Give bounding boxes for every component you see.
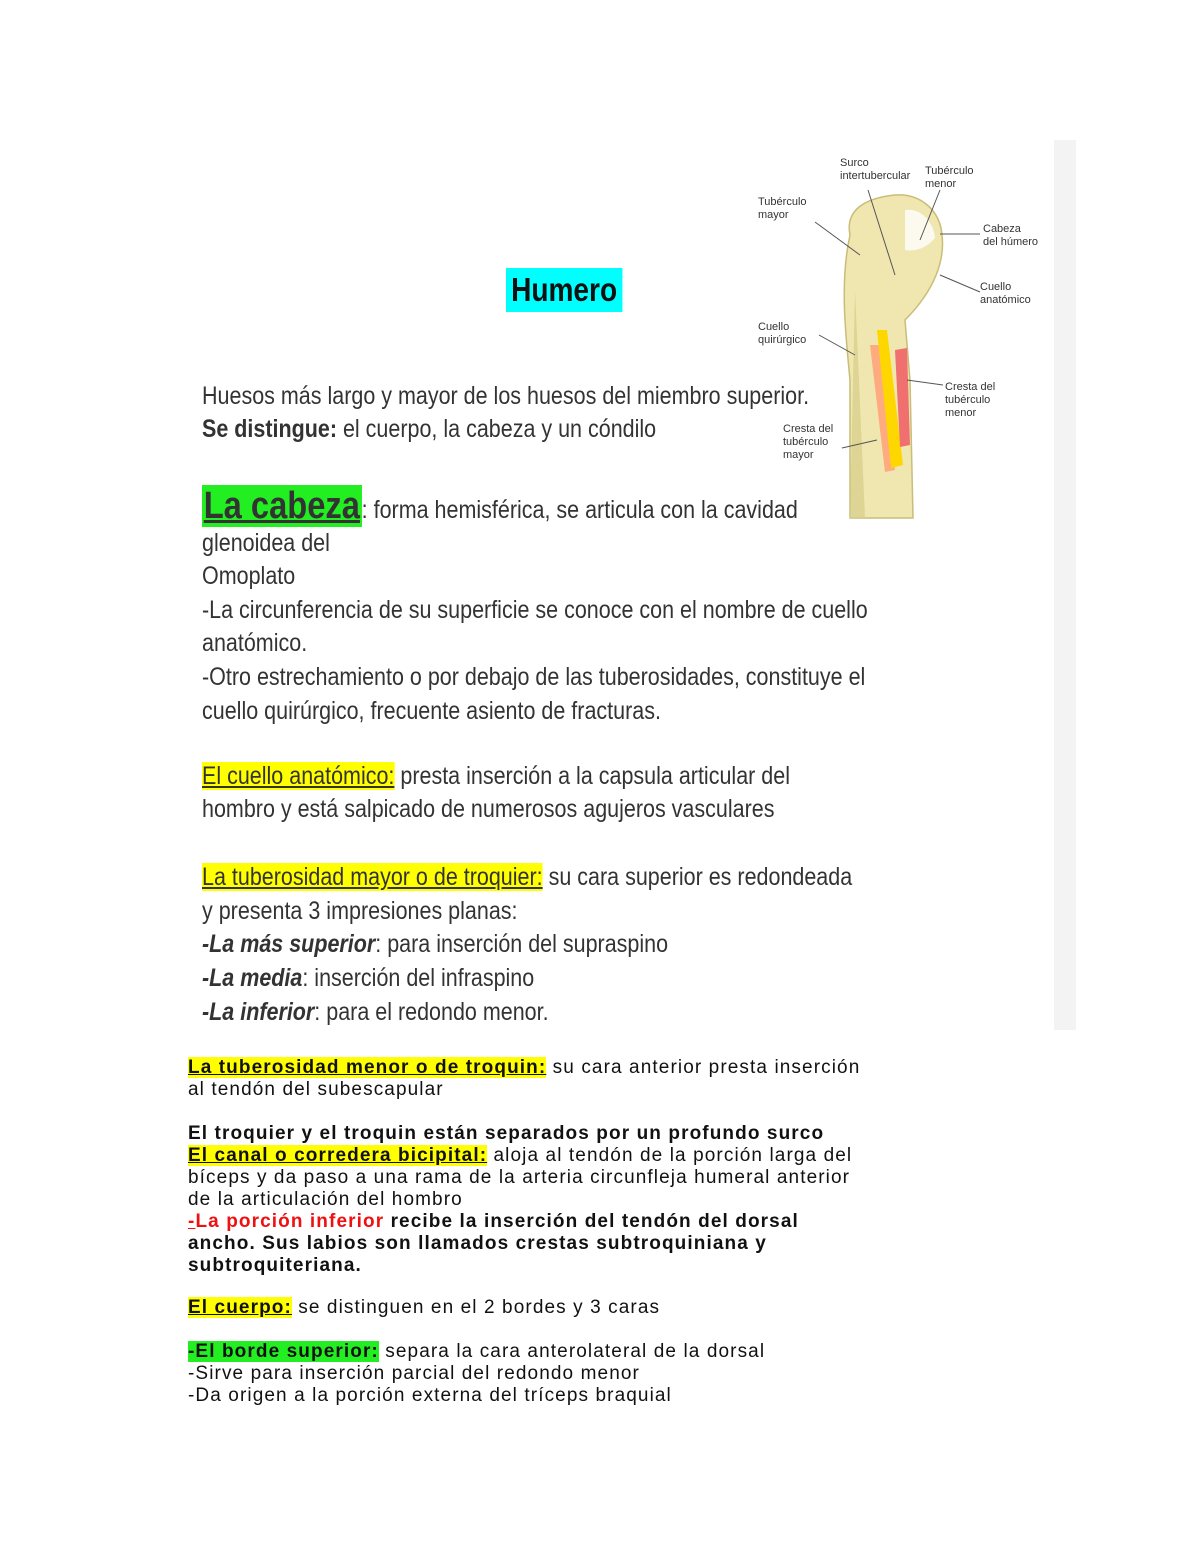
label-crest-minor (945, 381, 995, 419)
label-surco-1: Surco (840, 157, 869, 169)
canal-text-1: aloja al tendón de la porción larga del (487, 1145, 853, 1166)
canal-label: El canal o corredera bicipital: (188, 1145, 488, 1166)
label-surco-2: intertubercular (840, 170, 911, 182)
canal-red-label: La porción inferior (195, 1211, 385, 1232)
cabeza-line-3: Omoplato (202, 562, 296, 590)
tub-menor-line-1 (188, 1057, 860, 1079)
cabeza-line-6: -Otro estrechamiento o por debajo de las tuberosidades, constituye el (202, 663, 866, 691)
canal-dash: - (188, 1211, 196, 1232)
borde-text-1: separa la cara anterolateral de la dorsal (378, 1341, 766, 1362)
page-side-strip (1054, 140, 1076, 1030)
cuello-line-2: hombro y está salpicado de numerosos agujeros vasculares (202, 795, 775, 823)
intro-bold: Se distingue: (202, 415, 337, 443)
label-tubercle-minor (925, 165, 974, 190)
cabeza-colon: : (361, 496, 368, 524)
label-tubercle-minor-2: menor (925, 178, 957, 190)
label-tubercle-major (758, 196, 807, 221)
label-crest-major-3: mayor (783, 449, 814, 461)
cuerpo-label: El cuerpo: (188, 1297, 292, 1318)
tub-mayor-line-2: y presenta 3 impresiones planas: (202, 897, 518, 925)
page-title: Humero (506, 268, 622, 312)
tub-menor-label: La tuberosidad menor o de troquin: (188, 1057, 547, 1078)
label-tubercle-major-1: Tubérculo (758, 196, 807, 208)
humerus-diagram (755, 150, 1055, 520)
tub-mayor-item-2 (202, 962, 534, 995)
tub-mayor-item-2-text: : inserción del infraspino (302, 964, 535, 992)
tub-mayor-line-1 (202, 861, 852, 894)
cabeza-line-5: anatómico. (202, 629, 308, 657)
intro-rest: el cuerpo, la cabeza y un cóndilo (336, 415, 657, 443)
intro-line-1: Huesos más largo y mayor de los huesos del miembro superior. (202, 382, 810, 410)
cuello-text-1: presta inserción a la capsula articular del (394, 762, 790, 790)
tub-mayor-item-3-label: -La inferior (202, 998, 315, 1026)
canal-line-6: subtroquiteriana. (188, 1255, 362, 1276)
cuello-line-1 (202, 760, 790, 793)
label-head-2: del húmero (983, 236, 1039, 248)
tub-mayor-item-1 (202, 928, 668, 961)
tub-mayor-label: La tuberosidad mayor o de troquier: (202, 863, 543, 891)
intro-line-2 (202, 413, 656, 446)
label-crest-major-2: tubérculo (783, 436, 829, 448)
tub-mayor-text-1: su cara superior es redondeada (542, 863, 853, 891)
canal-line-4 (188, 1211, 799, 1233)
label-crest-minor-2: tubérculo (945, 394, 991, 406)
cabeza-line-4: -La circunferencia de su superficie se conoce con el nombre de cuello (202, 596, 868, 624)
label-anatomical-neck (980, 281, 1031, 306)
cabeza-line-1 (202, 484, 798, 532)
label-head-1: Cabeza (983, 223, 1021, 235)
tub-mayor-item-2-label: -La media (202, 964, 303, 992)
label-surgical-neck-2: quirúrgico (758, 334, 807, 346)
borde-line-3: -Da origen a la porción externa del tríceps braquial (188, 1385, 672, 1406)
tub-mayor-item-1-text: : para inserción del supraspino (375, 930, 669, 958)
tub-menor-text-1: su cara anterior presta inserción (546, 1057, 861, 1078)
canal-heading: El troquier y el troquin están separados por un profundo surco (188, 1123, 825, 1144)
cabeza-text-1: forma hemisférica, se articula con la cavidad (367, 496, 798, 524)
canal-bold-1: recibe la inserción del tendón del dorsal (384, 1211, 799, 1232)
label-surgical-neck-1: Cuello (758, 321, 790, 333)
label-tubercle-major-2: mayor (758, 209, 789, 221)
cabeza-label: La cabeza (203, 485, 360, 527)
canal-line-3: de la articulación del hombro (188, 1189, 463, 1210)
label-crest-major (783, 423, 833, 461)
tub-mayor-item-1-label: -La más superior (202, 930, 376, 958)
label-tubercle-minor-1: Tubérculo (925, 165, 974, 177)
label-head (983, 223, 1038, 248)
label-crest-minor-3: menor (945, 407, 977, 419)
cuello-label: El cuello anatómico: (202, 762, 395, 790)
cabeza-line-7: cuello quirúrgico, frecuente asiento de fracturas. (202, 697, 661, 725)
label-anatomical-neck-2: anatómico (980, 294, 1031, 306)
borde-line-2: -Sirve para inserción parcial del redondo menor (188, 1363, 640, 1384)
label-surgical-neck (758, 321, 806, 346)
label-surco (840, 157, 911, 182)
canal-line-1 (188, 1145, 852, 1167)
label-crest-major-1: Cresta del (783, 423, 834, 435)
tub-mayor-item-3-text: : para el redondo menor. (314, 998, 549, 1026)
label-anatomical-neck-1: Cuello (980, 281, 1012, 293)
canal-line-5: ancho. Sus labios son llamados crestas subtroquiniana y (188, 1233, 767, 1254)
tub-menor-line-2: al tendón del subescapular (188, 1079, 444, 1100)
canal-line-2: bíceps y da paso a una rama de la arteria circunfleja humeral anterior (188, 1167, 851, 1188)
borde-line-1 (188, 1341, 765, 1363)
cuerpo-text: se distinguen en el 2 bordes y 3 caras (291, 1297, 661, 1318)
cabeza-line-2: glenoidea del (202, 529, 330, 557)
borde-label: -El borde superior: (188, 1341, 379, 1362)
cuerpo-line (188, 1297, 660, 1319)
label-crest-minor-1: Cresta del (945, 381, 996, 393)
tub-mayor-item-3 (202, 996, 549, 1029)
